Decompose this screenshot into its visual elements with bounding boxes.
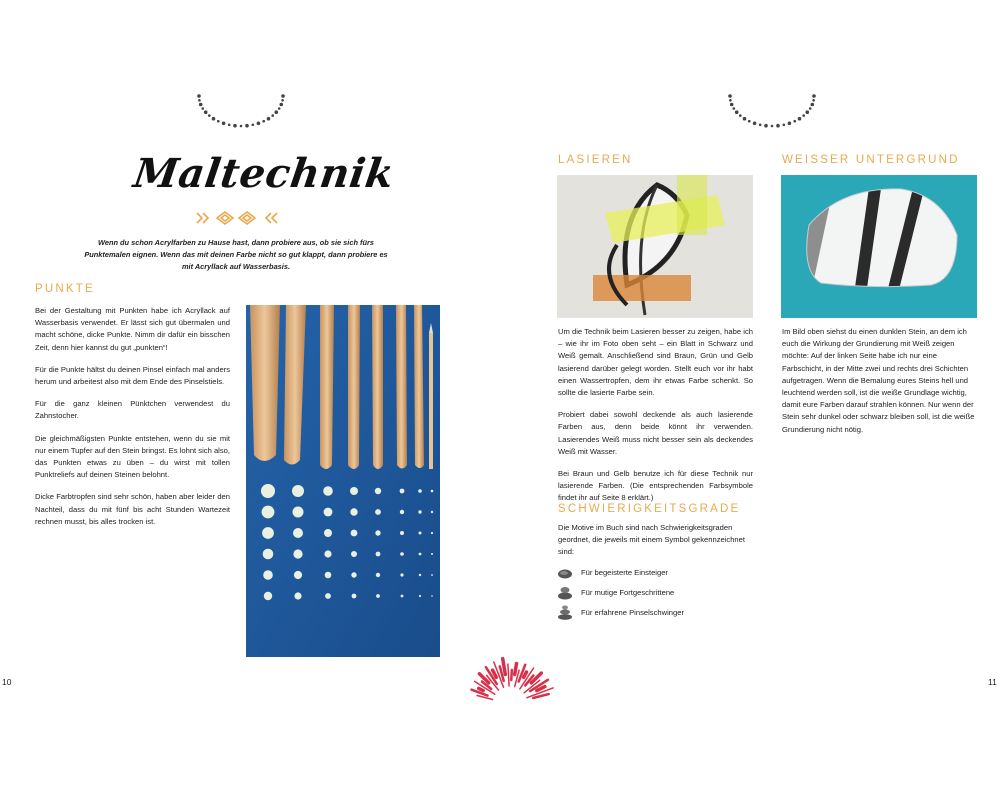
paint-dot — [375, 530, 380, 535]
splash-stroke — [477, 696, 493, 700]
splash-stroke — [511, 670, 512, 680]
paragraph: Probiert dabei sowohl deckende als auch lasierende Farben aus, denn beide könnt ihr verwenden. Lasierendes Weiß muss nicht besser sein als deckendes Weiß mit Wasser. — [558, 410, 753, 456]
ornament-dot — [267, 117, 271, 121]
paint-dot — [292, 485, 304, 497]
paint-dot — [376, 573, 380, 577]
paint-dot — [352, 594, 357, 599]
ornament-dot — [811, 103, 815, 107]
section-heading-schwierigkeitsgrade: SCHWIERIGKEITSGRADE — [558, 503, 741, 515]
page-number-right: 11 — [988, 677, 997, 687]
ornament-dot — [217, 120, 220, 123]
ornament-dot — [729, 99, 732, 102]
paint-dot — [263, 549, 274, 560]
paint-dot — [401, 595, 404, 598]
ornament-dot — [240, 125, 243, 128]
ornament-dot — [199, 103, 203, 107]
ornament-dot — [222, 122, 226, 126]
paragraph: Dicke Farbtropfen sind sehr schön, haben aber leider den Nachteil, dass du mit fünf bis acht Stunden Wartezeit rechnen musst, bis alles trocken ist. — [35, 492, 230, 526]
paint-dot — [262, 506, 275, 519]
section-heading-weisser-untergrund: WEISSER UNTERGRUND — [782, 154, 960, 166]
paint-dot — [400, 489, 405, 494]
paint-dot — [375, 488, 381, 494]
ornament-dot — [252, 124, 255, 127]
ornament-dot — [281, 99, 284, 102]
ornament-dot — [197, 94, 201, 98]
zigzag-ornament — [195, 210, 279, 226]
ornament-dot — [262, 120, 265, 123]
paint-dot — [325, 572, 332, 579]
paint-dot — [419, 574, 421, 576]
page-number-left: 10 — [2, 677, 12, 687]
ornament-dot — [802, 114, 805, 117]
ornament-dot — [748, 120, 751, 123]
paint-dot — [400, 510, 404, 514]
ornament-dot — [204, 110, 208, 114]
paint-dot — [418, 489, 422, 493]
splash-stroke — [508, 664, 509, 686]
weiss-text: Im Bild oben siehst du einen dunklen Stein, an dem ich euch die Wirkung der Grundierung mit Weiß zeigen möchte: Auf der linken Seite habe ich nur eine Farbschicht, in der Mitte zwei und rechts drei Schichten aufgetragen. Wenn die Bemalung eures Steins hell und leuchtend werden soll, ist die weiße Grundlage wichtig, damit eure Farben darauf strahlen können. Nur wenn der Stein sehr dunkel oder schwarz bleiben soll, ist die weiße Grundierung nicht nötig. — [782, 327, 975, 434]
difficulty-label: Für erfahrene Pinselschwinger — [581, 607, 684, 617]
ornament-dot — [228, 124, 231, 127]
paint-dot — [350, 508, 357, 515]
ornament-dot — [733, 107, 736, 110]
paint-dot — [293, 549, 302, 558]
paragraph: Für die ganz kleinen Pünktchen verwendest du Zahnstocher. — [35, 399, 230, 421]
paint-dot — [351, 530, 358, 537]
ornament-dot — [212, 117, 216, 121]
splash-stroke — [524, 672, 527, 677]
paint-dot — [400, 531, 404, 535]
dotted-arc-ornament-right — [726, 92, 818, 132]
paint-dot — [324, 508, 333, 517]
paint-dot — [419, 553, 422, 556]
splash-stroke — [479, 688, 484, 690]
paint-dot — [419, 595, 421, 597]
ornament-dot — [806, 110, 810, 114]
difficulty-list — [557, 562, 757, 622]
paint-dot — [431, 595, 433, 597]
paint-dot — [431, 490, 434, 493]
ornament-dot — [793, 120, 796, 123]
page-title: Maltechnik — [130, 150, 398, 197]
section-heading-lasieren: LASIEREN — [558, 154, 633, 166]
paint-dot — [325, 593, 331, 599]
lasieren-photo — [557, 175, 753, 318]
ornament-dot — [812, 99, 815, 102]
paint-dot — [294, 571, 302, 579]
difficulty-level-2 — [557, 582, 757, 602]
ornament-dot — [783, 124, 786, 127]
paint-dot — [431, 532, 433, 534]
stone-three-icon — [557, 604, 573, 620]
paragraph: Für die Punkte hältst du deinen Pinsel einfach mal anders herum und arbeitest also mit dem Ende des Pinselstiels. — [35, 364, 230, 387]
ornament-dot — [730, 103, 734, 107]
difficulty-label: Für begeisterte Einsteiger — [581, 567, 668, 577]
ornament-dot — [198, 99, 201, 102]
paint-dot — [263, 570, 273, 580]
paint-dot — [351, 551, 357, 557]
ornament-dot — [271, 114, 274, 117]
ornament-dot — [202, 107, 205, 110]
white-stone-photo — [781, 175, 977, 318]
paint-dot — [400, 573, 403, 576]
paint-dot — [324, 529, 332, 537]
section-heading-punkte: PUNKTE — [35, 283, 95, 295]
ornament-dot — [759, 124, 762, 127]
red-splash-ornament — [430, 652, 590, 704]
paint-dot — [351, 572, 356, 577]
difficulty-level-1 — [557, 562, 757, 582]
difficulty-label: Für mutige Fortgeschrittene — [581, 587, 675, 597]
paint-dot — [264, 592, 272, 600]
paint-dot — [261, 484, 275, 498]
ornament-dot — [280, 103, 284, 107]
paint-dot — [400, 552, 404, 556]
paint-dot — [376, 552, 381, 557]
lasieren-text — [558, 326, 753, 515]
ornament-dot — [788, 122, 792, 126]
paint-dot — [418, 510, 421, 513]
paint-dot — [350, 487, 358, 495]
paragraph: Die gleichmäßigsten Punkte entstehen, wenn du sie mit nur einem Tupfer auf den Stein bringst. Es lohnt sich also, das Punkten etwas zu üben – du wirst mit tollen Punktreliefs auf deinen Steinen belohnt. — [35, 433, 230, 480]
paint-dot — [324, 550, 331, 557]
ornament-dot — [245, 124, 249, 128]
ornament-dot — [798, 117, 802, 121]
punkte-text — [35, 305, 230, 538]
ornament-dot — [812, 94, 816, 98]
schwierigkeit-text: Die Motive im Buch sind nach Schwierigkeitsgraden geordnet, die jeweils mit einem Symbol gekennzeichnet sind: — [558, 523, 745, 557]
difficulty-level-3 — [557, 602, 757, 622]
ornament-dot — [281, 94, 285, 98]
ornament-dot — [764, 124, 768, 128]
paint-dot — [376, 594, 380, 598]
ornament-dot — [275, 110, 279, 114]
paint-dot — [294, 592, 301, 599]
paint-dot — [431, 574, 433, 576]
stone-two-icon — [557, 584, 573, 600]
paint-dot — [293, 528, 303, 538]
paint-dot — [431, 511, 433, 513]
paragraph: Bei der Gestaltung mit Punkten habe ich Acryllack auf Wasserbasis verwendet. Er lässt sich gut übermalen und macht schöne, dicke Punkte. Nimm dir dafür ein bisschen Zeit, denn hier kannst du gut „punkten“! — [35, 306, 230, 352]
stone-one-icon — [557, 564, 573, 580]
ornament-dot — [753, 122, 757, 126]
paint-dot — [419, 532, 422, 535]
ornament-dot — [743, 117, 747, 121]
brushes-dots-photo — [246, 305, 440, 657]
ornament-dot — [208, 114, 211, 117]
paint-dot — [262, 527, 274, 539]
ornament-dot — [739, 114, 742, 117]
intro-text: Wenn du schon Acrylfarben zu Hause hast, dann probiere aus, ob sie sich fürs Punktemalen eignen. Wenn das mit deinen Farbe nicht so gut klappt, dann probiere es mit Acryllack auf Wasserbasis. — [84, 238, 388, 272]
ornament-dot — [776, 124, 780, 128]
ornament-dot — [233, 124, 237, 128]
paint-dot — [431, 553, 433, 555]
paint-dot — [293, 507, 304, 518]
ornament-dot — [771, 125, 774, 128]
ornament-dot — [735, 110, 739, 114]
paint-dot — [375, 509, 381, 515]
ornament-dot — [728, 94, 732, 98]
paint-dot — [323, 486, 333, 496]
ornament-dot — [257, 122, 261, 126]
paragraph: Um die Technik beim Lasieren besser zu zeigen, habe ich – wie ihr im Foto oben seht – ein Blatt in Schwarz und Weiß gemalt. Anschließend sind Braun, Grün und Gelb lasierend darüber gelegt worden. Stellt euch vor ihr habt einen Wassertropfen, dem ihr etwas Farbe schenkt. So sollte die lasierte Farbe sein. — [558, 327, 753, 398]
splash-stroke — [515, 664, 517, 675]
ornament-dot — [278, 107, 281, 110]
dotted-arc-ornament-left — [195, 92, 287, 132]
splash-stroke — [503, 659, 506, 675]
ornament-dot — [809, 107, 812, 110]
paragraph: Bei Braun und Gelb benutze ich für diese Technik nur lasierende Farben. (Die entsprechenden Farbsymbole findet ihr auf Seite 8 erklärt.) — [558, 469, 753, 503]
